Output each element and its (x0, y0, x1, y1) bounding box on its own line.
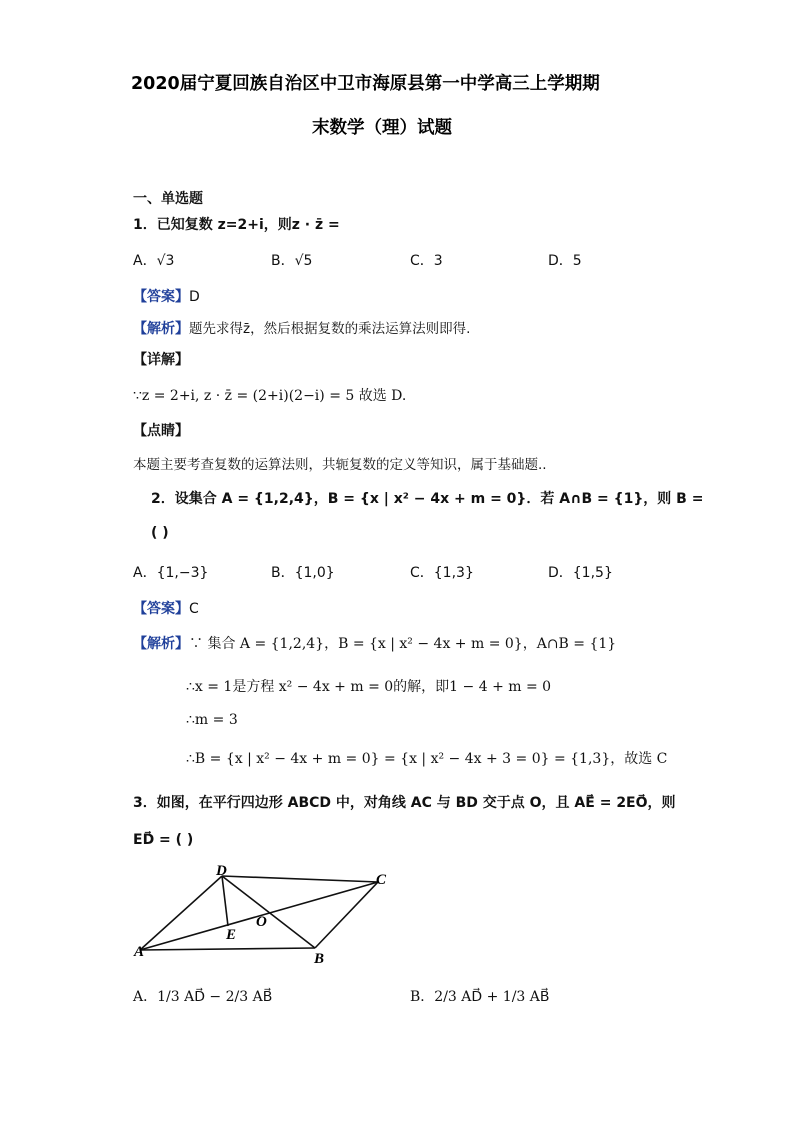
label-c: C (376, 872, 387, 888)
q1-option-c: C．3 (410, 253, 443, 269)
label-o: O (256, 914, 267, 930)
q2-analysis-row (133, 633, 616, 653)
section-heading: 一、单选题 (133, 191, 203, 207)
q1-option-b: B．√5 (271, 253, 313, 269)
q2-analysis: ∵ 集合 A = {1,2,4}，B = {x | x² − 4x + m = 0}，A∩B = {1} (189, 636, 617, 652)
q2-answer-row (133, 598, 199, 618)
q1-analysis: 题先求得z̄，然后根据复数的乘法运算法则即得. (189, 321, 471, 337)
q2-option-c: C．{1,3} (410, 565, 474, 581)
q2-step2: ∴m = 3 (186, 712, 238, 728)
q1-answer-label: 【答案】 (133, 289, 189, 305)
label-d: D (216, 863, 227, 879)
q1-detail: ∵z = 2+i, z · z̄ = (2+i)(2−i) = 5 故选 D. (133, 388, 407, 404)
q2-option-b: B．{1,0} (271, 565, 335, 581)
q2-paren: ( ) (151, 525, 169, 541)
q2-step3: ∴B = {x | x² − 4x + m = 0} = {x | x² − 4x + 3 = 0} = {1,3}，故选 C (186, 751, 668, 767)
side-dc (222, 876, 378, 882)
q2-stem: 2．设集合 A = {1,2,4}，B = {x | x² − 4x + m = 0}．若 A∩B = {1}，则 B = (151, 491, 704, 507)
q3-option-a: A．1/3 AD⃗ − 2/3 AB⃗ (133, 989, 273, 1005)
label-a: A (134, 944, 145, 960)
q3-stem: 3．如图，在平行四边形 ABCD 中，对角线 AC 与 BD 交于点 O，且 AE⃗ = 2EO⃗，则 (133, 795, 676, 811)
label-b: B (314, 951, 325, 967)
label-e: E (226, 927, 237, 943)
side-cb (315, 882, 378, 948)
q2-answer-label: 【答案】 (133, 601, 189, 617)
parallelogram-figure (130, 860, 400, 968)
page-title-line1: 2020届宁夏回族自治区中卫市海原县第一中学高三上学期期 (131, 74, 600, 94)
segment-de (222, 876, 228, 926)
side-ab (140, 948, 315, 950)
q2-step1: ∴x = 1是方程 x² − 4x + m = 0的解，即1 − 4 + m = 0 (186, 679, 552, 695)
q1-comment: 本题主要考查复数的运算法则，共轭复数的定义等知识，属于基础题.. (133, 457, 547, 473)
q1-answer-row (133, 286, 200, 306)
page-title-line2: 末数学（理）试题 (312, 118, 452, 138)
q1-analysis-label: 【解析】 (133, 321, 189, 337)
q1-stem: 1．已知复数 z=2+i，则z · z̄ = (133, 217, 340, 233)
q2-option-a: A．{1,−3} (133, 565, 209, 581)
q1-detail-label: 【详解】 (133, 352, 189, 368)
q3-option-b: B．2/3 AD⃗ + 1/3 AB⃗ (410, 989, 550, 1005)
q2-analysis-label: 【解析】 (133, 636, 189, 652)
q1-option-d: D．5 (548, 253, 582, 269)
q1-analysis-row (133, 317, 470, 338)
q3-stem2: ED⃗ = ( ) (133, 832, 194, 848)
q2-answer: C (189, 601, 199, 617)
q1-option-a: A．√3 (133, 253, 175, 269)
q2-option-d: D．{1,5} (548, 565, 613, 581)
q1-answer: D (189, 289, 200, 305)
q1-comment-label: 【点睛】 (133, 423, 189, 439)
